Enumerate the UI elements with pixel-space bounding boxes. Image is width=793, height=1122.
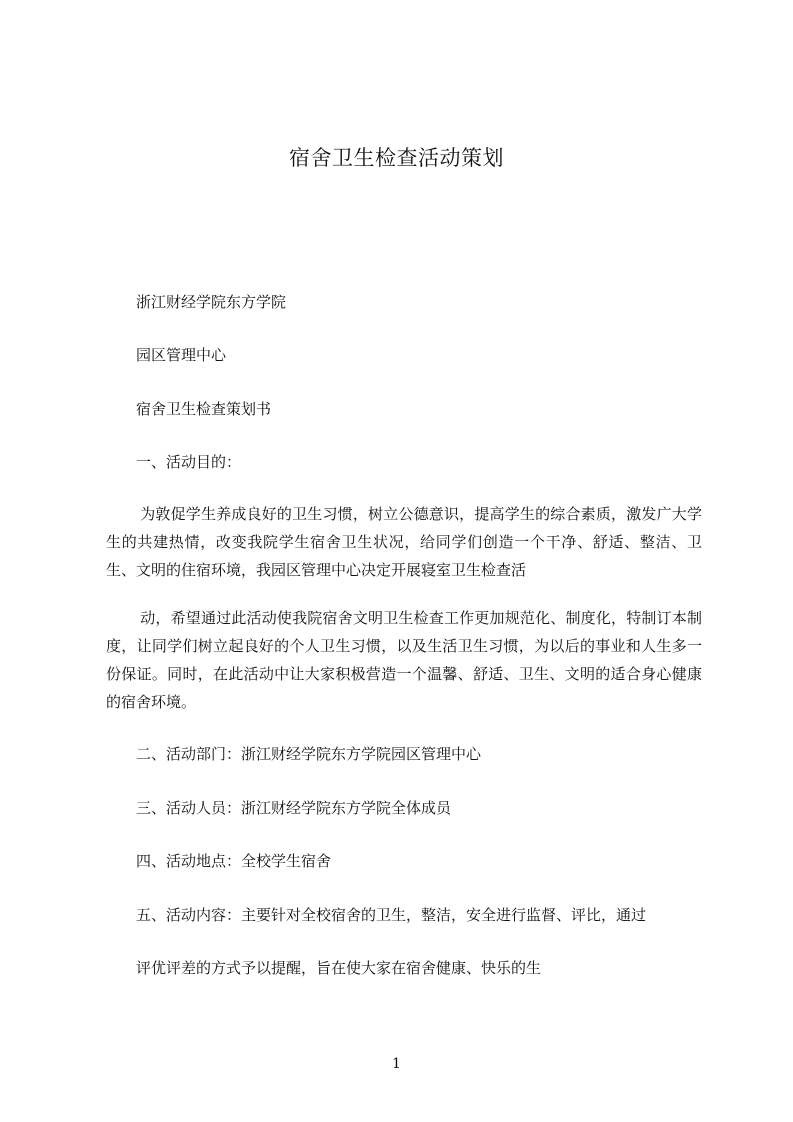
section-content: 五、活动内容：主要针对全校宿舍的卫生，整洁，安全进行监督、评比，通过 [136,906,647,924]
purpose-paragraph-1-text: 为敦促学生养成良好的卫生习惯，树立公德意识，提高学生的综合素质，激发广大学生的共建热情，改变我院学生宿舍卫生状况，给同学们创造一个干净、舒适、整洁、卫生、文明的住宿环境，我园区管理中心决定开展寝室卫生检查活 [106,505,702,579]
plan-title-line: 宿舍卫生检查策划书 [136,400,272,418]
section-participants: 三、活动人员：浙江财经学院东方学院全体成员 [136,799,452,817]
purpose-paragraph-2-text: 动，希望通过此活动使我院宿舍文明卫生检查工作更加规范化、制度化，特制订本制度，让同学们树立起良好的个人卫生习惯，以及生活卫生习惯，为以后的事业和人生多一份保证。同时，在此活动中让大家积极营造一个温馨、舒适、卫生、文明的适合身心健康的宿舍环境。 [106,609,702,711]
document-title: 宿舍卫生检查活动策划 [289,146,504,170]
section-location: 四、活动地点：全校学生宿舍 [136,852,332,870]
section-purpose-heading: 一、活动目的： [136,453,242,471]
org-name-line: 浙江财经学院东方学院 [136,293,287,311]
purpose-paragraph-2 [106,604,702,716]
department-line: 园区管理中心 [136,346,227,364]
section-department: 二、活动部门：浙江财经学院东方学院园区管理中心 [136,745,482,763]
purpose-paragraph-1 [106,500,702,584]
page-number: 1 [392,1056,401,1072]
section-content-continued: 评优评差的方式予以提醒，旨在使大家在宿舍健康、快乐的生 [136,959,542,977]
